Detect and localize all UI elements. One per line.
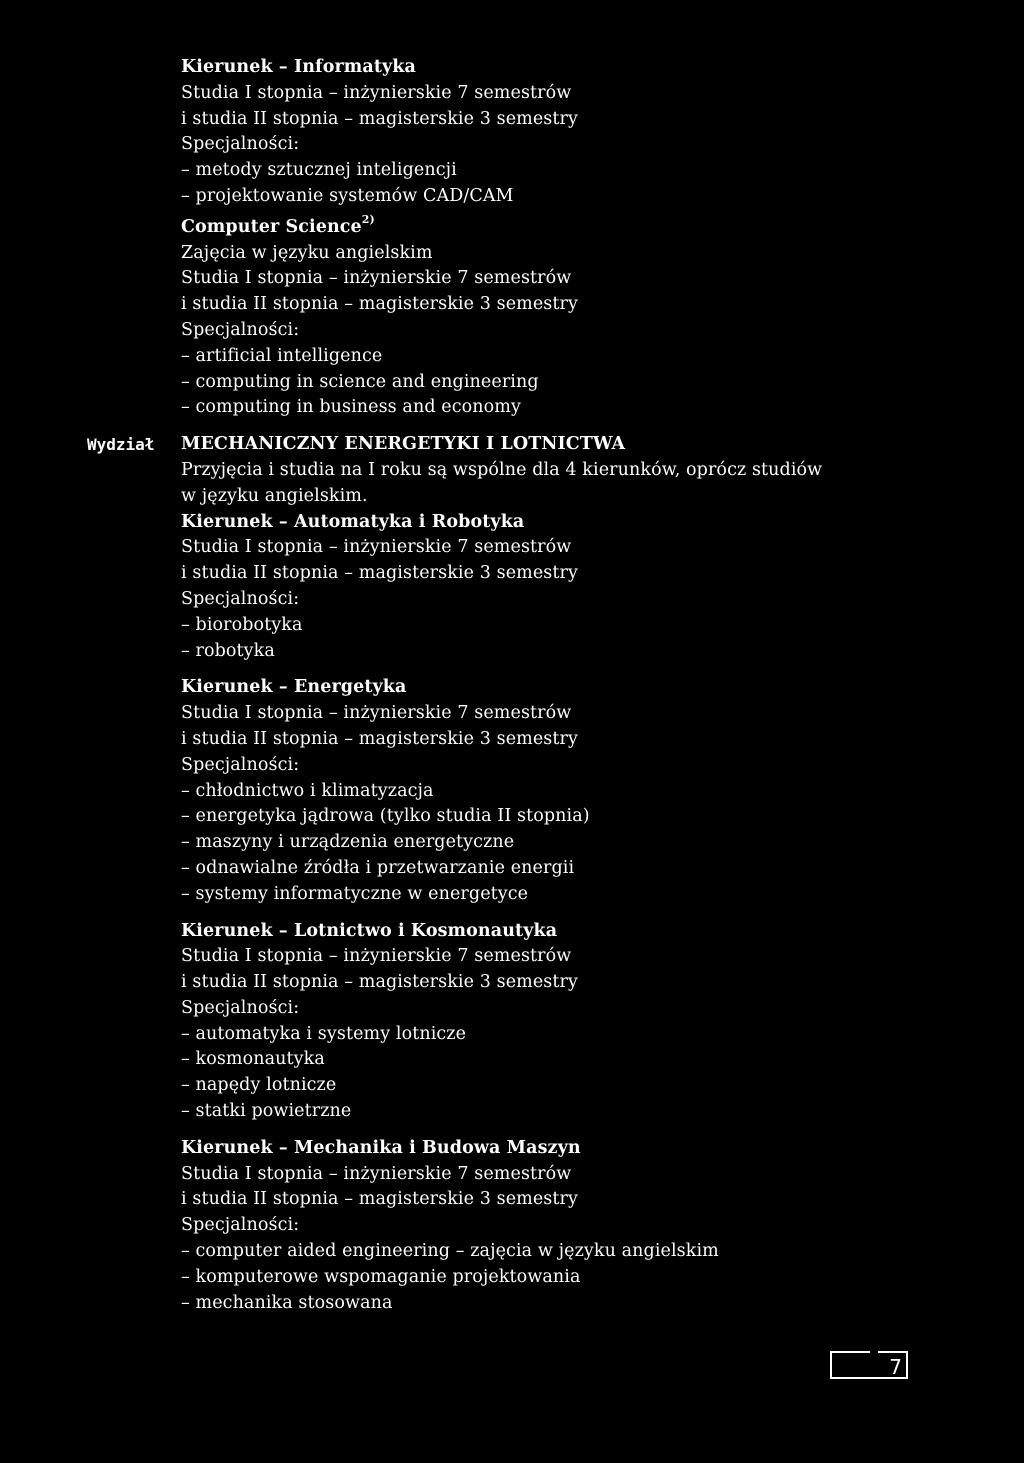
faculty-note: Przyjęcia i studia na I roku są wspólne dla 4 kierunków, oprócz studiów	[181, 459, 823, 480]
faculty-note: w języku angielskim.	[181, 485, 368, 506]
section-heading: Kierunek – Mechanika i Budowa Maszyn	[181, 1137, 581, 1158]
studies-second-cycle: i studia II stopnia – magisterskie 3 semestry	[181, 972, 578, 993]
section-heading-text: Computer Science	[181, 216, 362, 237]
studies-first-cycle: Studia I stopnia – inżynierskie 7 semestrów	[181, 703, 572, 724]
specialization-item: – chłodnictwo i klimatyzacja	[181, 780, 434, 801]
section-computer-science	[181, 212, 981, 421]
section-heading: Kierunek – Lotnictwo i Kosmonautyka	[181, 920, 558, 941]
studies-first-cycle: Studia I stopnia – inżynierskie 7 semestrów	[181, 946, 572, 967]
studies-first-cycle: Studia I stopnia – inżynierskie 7 semestrów	[181, 82, 572, 103]
studies-first-cycle: Studia I stopnia – inżynierskie 7 semestrów	[181, 268, 572, 289]
studies-second-cycle: i studia II stopnia – magisterskie 3 semestry	[181, 1189, 578, 1210]
page-box-rule	[878, 1351, 906, 1353]
section-informatyka	[181, 55, 981, 210]
specializations-label: Specjalności:	[181, 997, 300, 1018]
specialization-item: – computer aided engineering – zajęcia w języku angielskim	[181, 1241, 719, 1262]
specialization-item: – mechanika stosowana	[181, 1292, 393, 1313]
faculty-name: MECHANICZNY ENERGETYKI I LOTNICTWA	[181, 434, 626, 455]
faculty-block	[87, 432, 981, 509]
studies-second-cycle: i studia II stopnia – magisterskie 3 semestry	[181, 294, 578, 315]
specialization-item: – biorobotyka	[181, 614, 303, 635]
section-lotnictwo-kosmonautyka	[181, 919, 981, 1125]
specialization-item: – metody sztucznej inteligencji	[181, 160, 457, 181]
specializations-label: Specjalności:	[181, 754, 300, 775]
specializations-label: Specjalności:	[181, 588, 300, 609]
specializations-label: Specjalności:	[181, 134, 300, 155]
page-number-box	[830, 1351, 908, 1379]
content-column	[87, 55, 981, 1316]
specialization-item: – kosmonautyka	[181, 1049, 325, 1070]
section-heading: Kierunek – Automatyka i Robotyka	[181, 511, 525, 532]
specialization-item: – computing in science and engineering	[181, 371, 539, 392]
specialization-item: – automatyka i systemy lotnicze	[181, 1023, 467, 1044]
faculty-label: Wydział	[87, 435, 155, 455]
specialization-item: – komputerowe wspomaganie projektowania	[181, 1266, 581, 1287]
section-heading: Kierunek – Informatyka	[181, 57, 416, 77]
studies-first-cycle: Studia I stopnia – inżynierskie 7 semestrów	[181, 1163, 572, 1184]
specializations-label: Specjalności:	[181, 319, 300, 340]
specialization-item: – statki powietrzne	[181, 1101, 352, 1122]
footnote-marker: 2)	[361, 212, 375, 226]
specialization-item: – artificial intelligence	[181, 345, 383, 366]
language-note: Zajęcia w języku angielskim	[181, 242, 433, 263]
section-heading: Kierunek – Energetyka	[181, 677, 407, 698]
page-box-bracket	[830, 1351, 870, 1379]
specialization-item: – energetyka jądrowa (tylko studia II stopnia)	[181, 806, 590, 827]
section-heading	[181, 212, 981, 241]
specializations-label: Specjalności:	[181, 1215, 300, 1236]
studies-second-cycle: i studia II stopnia – magisterskie 3 semestry	[181, 563, 578, 584]
specialization-item: – robotyka	[181, 640, 275, 661]
studies-second-cycle: i studia II stopnia – magisterskie 3 semestry	[181, 108, 578, 129]
specialization-item: – maszyny i urządzenia energetyczne	[181, 832, 515, 853]
section-automatyka-robotyka	[181, 510, 981, 665]
specialization-item: – projektowanie systemów CAD/CAM	[181, 185, 514, 206]
page-number: 7	[889, 1355, 902, 1379]
specialization-item: – computing in business and economy	[181, 397, 521, 418]
studies-second-cycle: i studia II stopnia – magisterskie 3 semestry	[181, 728, 578, 749]
section-energetyka	[181, 675, 981, 907]
section-mechanika-budowa-maszyn	[181, 1136, 981, 1317]
specialization-item: – systemy informatyczne w energetyce	[181, 883, 529, 904]
specialization-item: – odnawialne źródła i przetwarzanie energii	[181, 857, 575, 878]
specialization-item: – napędy lotnicze	[181, 1075, 337, 1096]
studies-first-cycle: Studia I stopnia – inżynierskie 7 semestrów	[181, 537, 572, 558]
